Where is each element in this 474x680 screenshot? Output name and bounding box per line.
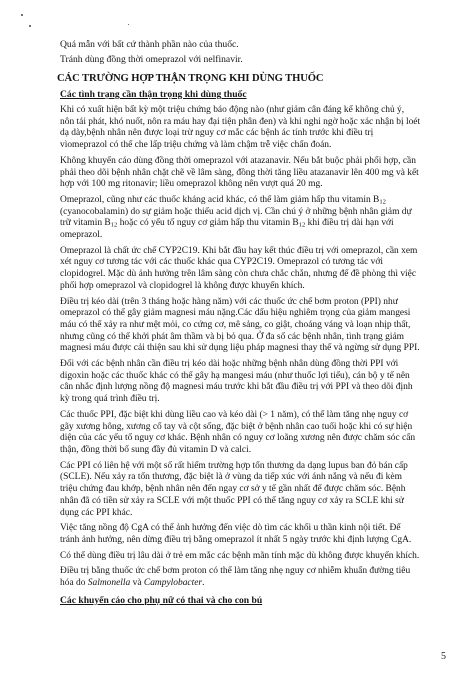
paragraph-line: omeprazol có thể gây giảm magnesi máu nặng.Các dấu hiệu nghiêm trọng của giảm mangesi xyxy=(60,308,411,319)
paragraph-line: Việc tăng nồng độ CgA có thể ảnh hưởng đến việc dò tìm các khối u thần kinh nội tiết. Để xyxy=(60,523,401,534)
paragraph-children xyxy=(60,551,452,563)
paragraph-cga xyxy=(60,523,452,546)
paragraph-line: nhân đã có tiền sử xảy ra SCLE với một thuốc PPI có thể tăng nguy cơ xảy ra SCLE khi sử xyxy=(60,495,404,506)
paragraph-line: Không khuyến cáo dùng đồng thời omeprazol với atazanavir. Nếu bắt buộc phải phối hợp, cần xyxy=(60,155,416,166)
paragraph-line: Omeprazol là chất ức chế CYP2C19. Khi bắt đầu hay kết thúc điều trị với omeprazol, cần xem xyxy=(60,245,418,256)
paragraph-line: thận, đồng thời bổ sung đầy đủ vitamin D và calci. xyxy=(60,444,252,455)
scan-speck xyxy=(21,14,23,16)
paragraph-line: Các PPI có liên hệ với một số rất hiếm trường hợp tổn thương da dạng lupus ban đỏ bán cấp xyxy=(60,460,408,471)
paragraph-line: Đối với các bệnh nhân cần điều trị kéo dài hoặc những bệnh nhân dùng đồng thời PPI với xyxy=(60,359,399,370)
intro-line: Quá mẫn với bất cứ thành phần nào của thuốc. xyxy=(60,39,239,50)
paragraph-line: nôn tái phát, khó nuốt, nôn ra máu hay đại tiện phân đen) và khi nghi ngờ hoặc xác nhận bị loét xyxy=(60,116,421,127)
paragraph-line: Điều trị kéo dài (trên 3 tháng hoặc hàng năm) với các thuốc ức chế bơm proton (PPI) như xyxy=(60,296,398,307)
paragraph-line: (cyanocobalamin) do sự giảm hoặc thiếu acid dịch vị. Cần chú ý ở những bệnh nhân giảm dự xyxy=(60,206,412,217)
paragraph-line: dụng các PPI khác. xyxy=(60,507,133,518)
paragraph-line: cân nhắc định lượng nồng độ magnesi máu trước khi bắt đầu điều trị với PPI và theo dõi định xyxy=(60,382,413,393)
paragraph-line: digoxin hoặc các thuốc khác có thể gây hạ mangesi máu (như thuốc lợi tiểu), cán bộ y tế nên xyxy=(60,370,410,381)
paragraph-hypomagnesemia xyxy=(60,297,452,356)
paragraph-line: Omeprazol, cũng như các thuốc kháng acid khác, có thể làm giảm hấp thu vitamin $B_{12}$ xyxy=(60,194,386,206)
paragraph-line: phối hợp omeprazol và clopidogrel là không được khuyến khích. xyxy=(60,280,305,291)
intro-line: Tránh dùng đồng thời omeprazol với nelfinavir. xyxy=(60,54,243,65)
paragraph-line: gãy xương hông, xương cổ tay và cột sống, đặc biệt ở bệnh nhân cao tuổi hoặc khi có sự hiện xyxy=(60,421,413,432)
paragraph-line: trữ vitamin $B_{12}$ hoặc có yếu tố nguy cơ giảm hấp thu vitamin $B_{12}$ khi điều trị dài hạn với xyxy=(60,218,394,229)
paragraph-line: tránh ảnh hưởng, nên dừng điều trị bằng omeprazol ít nhất 5 ngày trước khi định lượng CgA. xyxy=(60,534,412,545)
paragraph-line: triệu chứng đau khớp, bệnh nhân nên đến ngay cơ sở y tế gần nhất để được chăm sóc. Bệnh xyxy=(60,484,406,495)
paragraph-line: Điều trị bằng thuốc ức chế bơm proton có thể làm tăng nhẹ nguy cơ nhiễm khuẩn đường tiêu xyxy=(60,566,411,577)
scan-speck xyxy=(29,25,31,27)
paragraph-line: xét nguy cơ tương tác với các thuốc khác qua CYP2C19. Omeprazol có tương tác với xyxy=(60,257,383,268)
document-body xyxy=(57,39,452,611)
paragraph-atazanavir xyxy=(60,156,452,191)
paragraph-line: dạ dày,bệnh nhân nên được loại trừ nguy cơ mắc các bệnh ác tính trước khi điều trị xyxy=(60,128,374,139)
paragraph-line: diện của các yếu tố nguy cơ khác. Bệnh nhân có nguy cơ loãng xương nên được chăm sóc cẩn xyxy=(60,433,416,444)
paragraph-line: Có thể dùng điều trị lâu dài ở trẻ em mắc các bệnh mãn tính mặc dù không được khuyến khích. xyxy=(60,550,420,561)
scan-speck xyxy=(128,24,129,25)
paragraph-alarm-symptoms xyxy=(60,105,452,152)
paragraph-line: hợp với 100 mg ritonavir; liều omeprazol không nên vượt quá 20 mg. xyxy=(60,179,323,190)
section-heading: CÁC TRƯỜNG HỢP THẬN TRỌNG KHI DÙNG THUỐC xyxy=(57,73,324,84)
paragraph-line: (SCLE). Nếu xảy ra tổn thương, đặc biệt là ở vùng da tiếp xúc với ánh nắng và nếu đi kèm xyxy=(60,472,402,483)
paragraph-line: clopidogrel. Mặc dù ảnh hưởng trên lâm sàng còn chưa chắc chắn, nhưng để đề phòng thì việc xyxy=(60,269,417,280)
paragraph-infections xyxy=(60,566,452,589)
paragraph-vitamin-b12 xyxy=(60,195,452,242)
paragraph-line: hóa do Salmonella và Campylobacter. xyxy=(60,578,205,589)
subheading-pregnancy: Các khuyến cáo cho phụ nữ có thai và cho con bú xyxy=(60,594,263,606)
paragraph-scle xyxy=(60,461,452,520)
paragraph-line: phải theo dõi bệnh nhân chặt chẽ về lâm sàng, đồng thời tăng liều atazanavir lên 400 mg và kết xyxy=(60,167,419,178)
paragraph-fractures xyxy=(60,410,452,457)
paragraph-line: kỳ trong quá trình điều trị. xyxy=(60,394,160,405)
paragraph-line: magnesi máu được cải thiện sau khi sử dụng liệu pháp magnesi thay thế và ngừng sử dụng PPI. xyxy=(60,343,420,354)
paragraph-cyp2c19 xyxy=(60,246,452,293)
paragraph-line: Các thuốc PPI, đặc biệt khi dùng liều cao và kéo dài (> 1 năm), có thể làm tăng nhẹ nguy cơ xyxy=(60,409,409,420)
paragraph-line: vìomeprazol có thể che lấp triệu chứng và làm chậm trễ việc chẩn đoán. xyxy=(60,140,332,151)
paragraph-magnesium-monitoring xyxy=(60,359,452,406)
subheading-precautions: Các tình trạng cần thận trọng khi dùng thuốc xyxy=(60,89,247,100)
paragraph-line: máu có thể xảy ra như mệt mỏi, co cứng cơ, mê sảng, co giật, choáng váng và loạn nhịp thất, xyxy=(60,319,411,330)
page-number: 5 xyxy=(441,651,446,662)
paragraph-line: nhưng cũng có thể khởi phát âm thầm và bị bỏ qua. Ở đa số các bệnh nhân, tình trạng giảm xyxy=(60,331,405,342)
paragraph-line: omeprazol. xyxy=(60,230,103,241)
paragraph-line: Khi có xuất hiện bất kỳ một triệu chứng báo động nào (như giảm cân đáng kể không chủ ý, xyxy=(60,105,405,115)
